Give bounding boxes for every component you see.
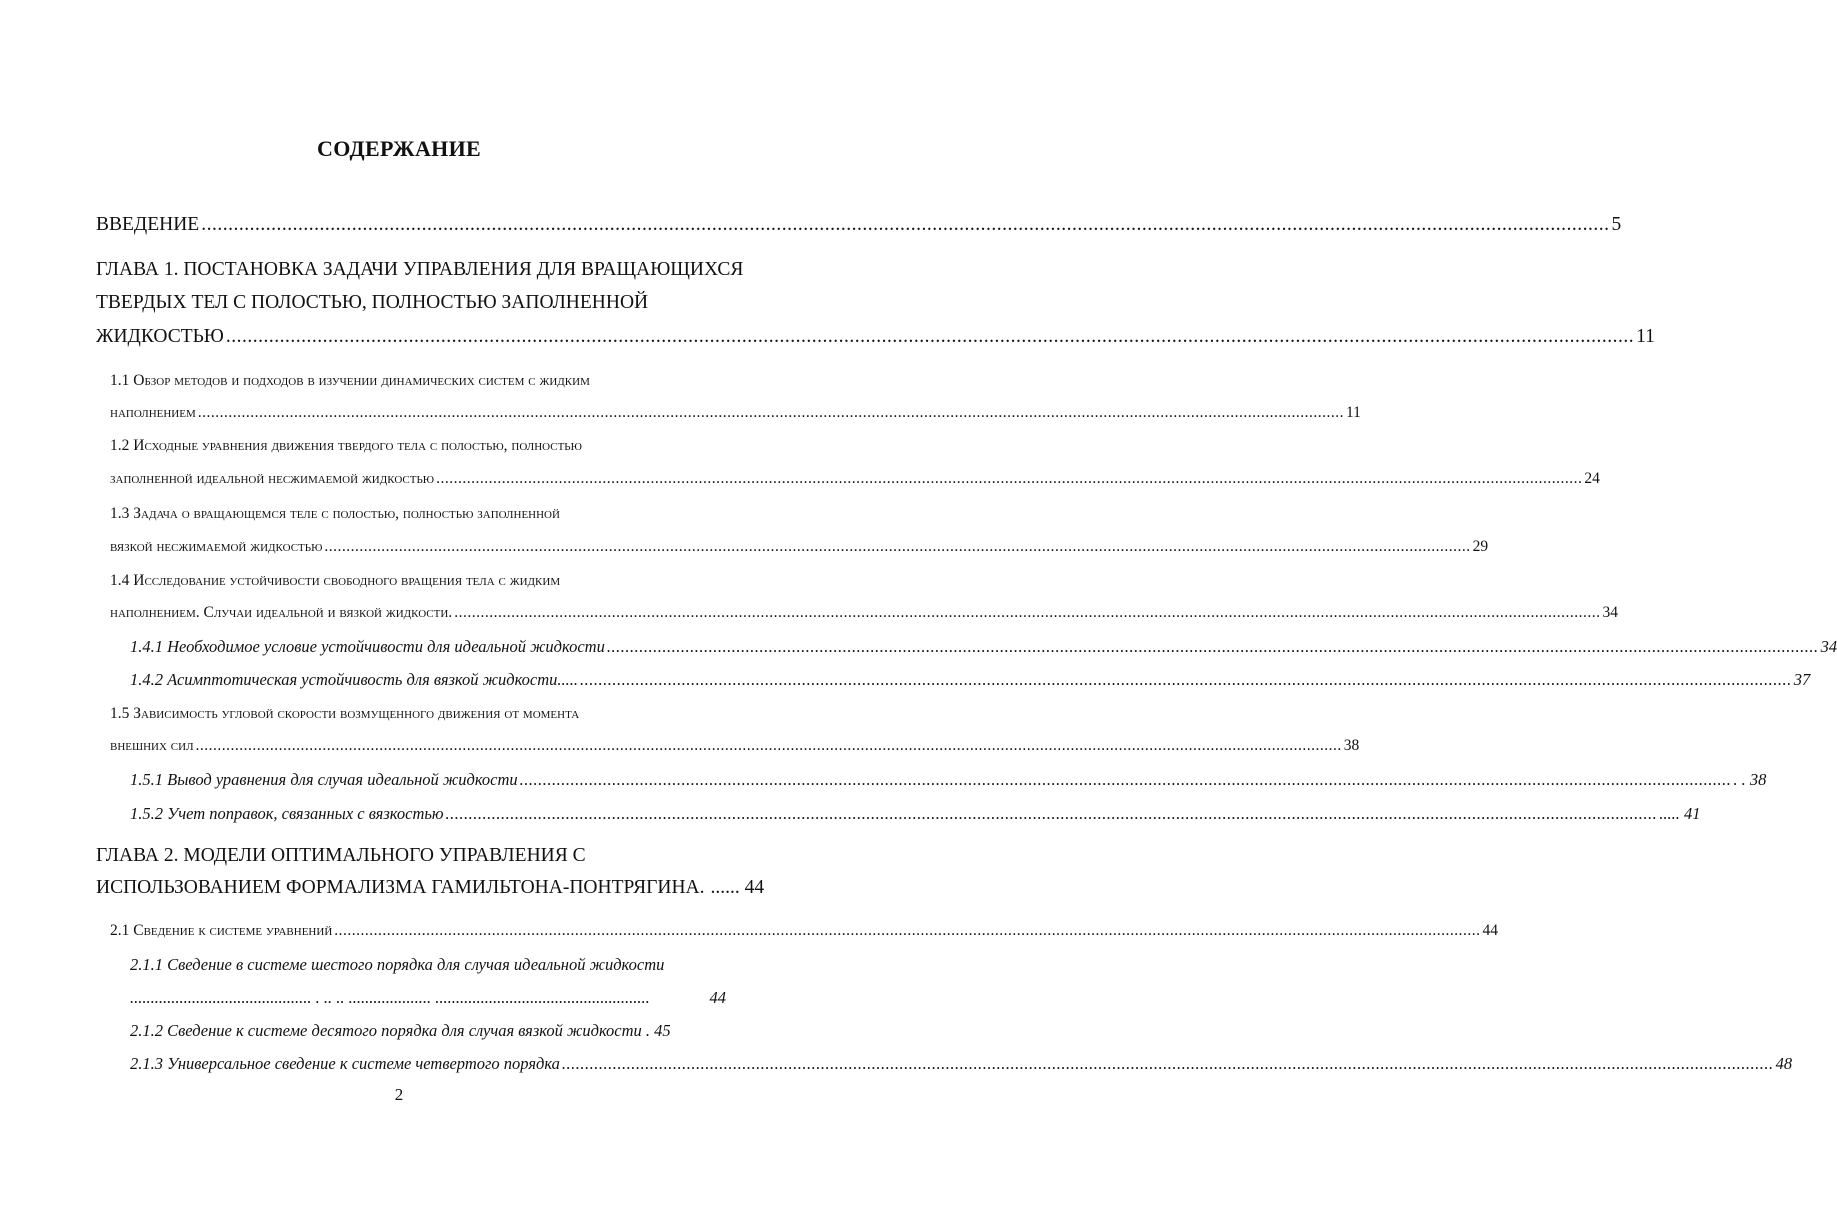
toc-page-number: 34 <box>1820 637 1837 656</box>
toc-page-number: 5 <box>1611 214 1622 235</box>
toc-leader-dots <box>446 804 1658 824</box>
toc-page-number: 34 <box>1602 604 1618 621</box>
toc-subsection-2-1-1-line-2[interactable] <box>130 988 726 1008</box>
toc-subsection-1-5-1[interactable] <box>130 770 1767 790</box>
toc-entry-intro[interactable] <box>96 214 1622 236</box>
toc-entry-label: внешних сил <box>110 737 194 754</box>
toc-leader-dots <box>198 404 1344 422</box>
toc-page-number: 44 <box>1482 922 1499 939</box>
page-title: СОДЕРЖАНИЕ <box>317 136 481 161</box>
toc-page-number: . . 38 <box>1733 770 1767 789</box>
toc-section-1-5-line-1[interactable]: 1.5 Зависимость угловой скорости возмущенного движения от момента <box>110 705 580 722</box>
toc-chapter-2-line-2[interactable] <box>96 877 765 899</box>
toc-subsection-1-5-2[interactable] <box>130 804 1701 824</box>
toc-entry-label: 2.1 Сведение к системе уравнений <box>110 922 333 939</box>
toc-entry-label: 1.4.1 Необходимое условие устойчивости для идеальной жидкости <box>130 637 605 656</box>
toc-chapter-1-line-1[interactable]: ГЛАВА 1. ПОСТАНОВКА ЗАДАЧИ УПРАВЛЕНИЯ ДЛЯ ВРАЩАЮЩИХСЯ <box>96 259 744 280</box>
toc-chapter-2-line-1[interactable]: ГЛАВА 2. МОДЕЛИ ОПТИМАЛЬНОГО УПРАВЛЕНИЯ С <box>96 845 586 866</box>
toc-page-number: ..... 41 <box>1659 804 1701 823</box>
toc-leader-dots <box>334 922 1480 940</box>
toc-page-number: 48 <box>1775 1054 1793 1073</box>
toc-leader-dots <box>324 538 1470 556</box>
toc-leader-dots <box>226 326 1634 348</box>
toc-leader-dots <box>196 737 1342 755</box>
toc-entry-label: 1.5.2 Учет поправок, связанных с вязкостью <box>130 804 444 823</box>
toc-subsection-1-4-1[interactable] <box>130 637 1837 657</box>
toc-entry-label: 2.1.3 Универсальное сведение к системе четвертого порядка <box>130 1054 560 1073</box>
toc-subsection-2-1-2[interactable]: 2.1.2 Сведение к системе десятого порядка для случая вязкой жидкости . 45 <box>130 1021 671 1040</box>
toc-chapter-1-line-2[interactable]: ТВЕРДЫХ ТЕЛ С ПОЛОСТЬЮ, ПОЛНОСТЬЮ ЗАПОЛНЕННОЙ <box>96 292 649 313</box>
page-number: 2 <box>394 1085 404 1104</box>
toc-subsection-2-1-3[interactable] <box>130 1054 1793 1074</box>
toc-leader-dots <box>201 214 1609 236</box>
toc-section-1-3-line-1[interactable]: 1.3 Задача о вращающемся теле с полостью, полностью заполненной <box>110 505 560 522</box>
toc-page-number: 11 <box>1346 404 1361 421</box>
toc-section-2-1[interactable] <box>110 922 1499 940</box>
toc-leader-dots <box>520 770 1732 790</box>
toc-page-number: 11 <box>1636 326 1655 347</box>
toc-entry-label: наполнением <box>110 404 196 421</box>
toc-entry-label: заполненной идеальной несжимаемой жидкостью <box>110 470 435 487</box>
toc-entry-label: вязкой несжимаемой жидкостью <box>110 538 323 555</box>
toc-page-number: 44 <box>709 988 726 1007</box>
toc-section-1-4-line-2[interactable] <box>110 604 1618 622</box>
toc-leader-dots: ............................................ . .. .. .................... .................................................... <box>130 988 650 1007</box>
toc-leader-dots <box>454 604 1600 622</box>
toc-entry-label: 1.5.1 Вывод уравнения для случая идеальной жидкости <box>130 770 518 789</box>
toc-section-1-1-line-2[interactable] <box>110 404 1361 422</box>
toc-section-1-4-line-1[interactable]: 1.4 Исследование устойчивости свободного вращения тела с жидким <box>110 572 561 589</box>
toc-entry-label: ЖИДКОСТЬЮ <box>96 326 224 347</box>
toc-page-number: 37 <box>1793 670 1811 689</box>
toc-leader-dots <box>436 470 1582 488</box>
toc-leader-dots <box>562 1054 1774 1074</box>
toc-page-number: 38 <box>1343 737 1360 754</box>
toc-chapter-1-line-3[interactable] <box>96 326 1655 348</box>
toc-section-1-2-line-1[interactable]: 1.2 Исходные уравнения движения твердого тела с полостью, полностью <box>110 437 582 454</box>
toc-leader-dots <box>580 670 1792 690</box>
toc-subsection-1-4-2[interactable] <box>130 670 1811 690</box>
toc-entry-label: наполнением. Случаи идеальной и вязкой жидкости. <box>110 604 453 621</box>
toc-section-1-5-line-2[interactable] <box>110 737 1360 755</box>
toc-page-number: 24 <box>1584 470 1600 487</box>
toc-entry-label: ИСПОЛЬЗОВАНИЕМ ФОРМАЛИЗМА ГАМИЛЬТОНА-ПОНТРЯГИНА. <box>96 877 705 898</box>
toc-section-1-3-line-2[interactable] <box>110 538 1489 556</box>
toc-entry-label: 1.4.2 Асимптотическая устойчивость для вязкой жидкости..... <box>130 670 579 689</box>
toc-leader-dots <box>607 637 1819 657</box>
toc-section-1-1-line-1[interactable]: 1.1 Обзор методов и подходов в изучении динамических систем с жидким <box>110 372 590 389</box>
toc-entry-label: ВВЕДЕНИЕ <box>96 214 200 235</box>
toc-page-number: ...... 44 <box>710 877 765 898</box>
toc-page-number: 29 <box>1472 538 1489 555</box>
toc-subsection-2-1-1-line-1[interactable]: 2.1.1 Сведение в системе шестого порядка для случая идеальной жидкости <box>130 955 665 974</box>
toc-section-1-2-line-2[interactable] <box>110 470 1600 488</box>
